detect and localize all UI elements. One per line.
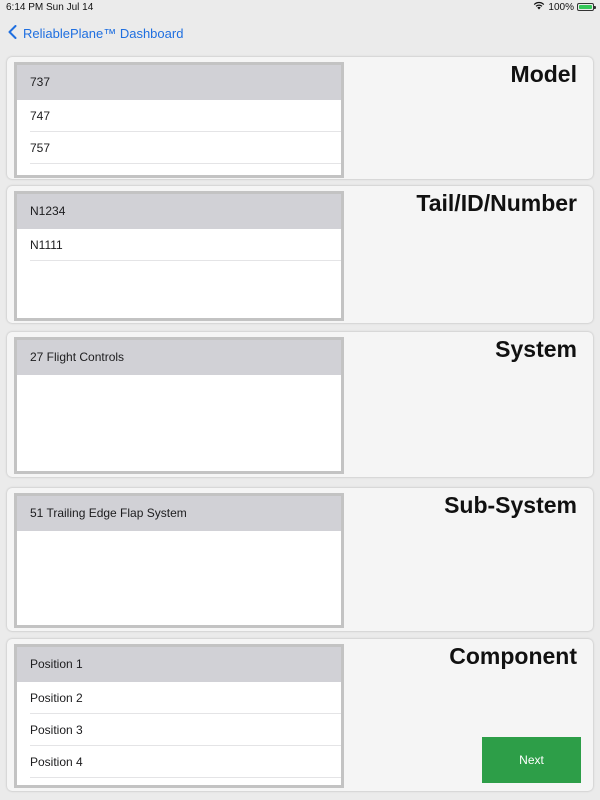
list-item-subsystem-51[interactable]: 51 Trailing Edge Flap System bbox=[17, 496, 341, 531]
subsystem-panel bbox=[7, 488, 593, 631]
status-right bbox=[533, 1, 594, 13]
navigation-bar bbox=[0, 18, 600, 52]
component-panel bbox=[7, 639, 593, 791]
list-item-position-4[interactable]: Position 4 bbox=[17, 746, 341, 778]
status-bar bbox=[0, 0, 600, 16]
panel-title-subsystem: Sub-System bbox=[444, 492, 577, 518]
back-button-label: ReliablePlane™ Dashboard bbox=[23, 26, 184, 41]
status-date: Sun Jul 14 bbox=[46, 2, 94, 13]
list-item-system-27[interactable]: 27 Flight Controls bbox=[17, 340, 341, 375]
list-item-position-3[interactable]: Position 3 bbox=[17, 714, 341, 746]
next-button[interactable]: Next bbox=[482, 737, 581, 783]
system-list[interactable] bbox=[14, 337, 344, 474]
list-item-model-747[interactable]: 747 bbox=[17, 100, 341, 132]
status-time: 6:14 PM bbox=[6, 2, 44, 13]
panel-title-model: Model bbox=[510, 61, 577, 87]
panel-title-system: System bbox=[495, 336, 577, 362]
list-item-position-2[interactable]: Position 2 bbox=[17, 682, 341, 714]
panel-title-component: Component bbox=[449, 643, 577, 669]
list-item-model-757[interactable]: 757 bbox=[17, 132, 341, 164]
list-item-tail-n1111[interactable]: N1111 bbox=[17, 229, 341, 261]
model-list[interactable] bbox=[14, 62, 344, 178]
list-item-position-1[interactable]: Position 1 bbox=[17, 647, 341, 682]
system-panel bbox=[7, 332, 593, 477]
tail-panel bbox=[7, 186, 593, 323]
battery-charging-icon bbox=[577, 3, 594, 11]
list-item-model-737[interactable]: 737 bbox=[17, 65, 341, 100]
tail-list[interactable] bbox=[14, 191, 344, 321]
wifi-icon bbox=[533, 1, 545, 13]
battery-percent: 100% bbox=[548, 1, 574, 13]
panel-title-tail: Tail/ID/Number bbox=[416, 190, 577, 216]
list-item-tail-n1234[interactable]: N1234 bbox=[17, 194, 341, 229]
component-list[interactable] bbox=[14, 644, 344, 788]
subsystem-list[interactable] bbox=[14, 493, 344, 628]
back-button[interactable] bbox=[8, 25, 183, 42]
chevron-left-icon bbox=[8, 25, 17, 42]
model-panel bbox=[7, 57, 593, 179]
